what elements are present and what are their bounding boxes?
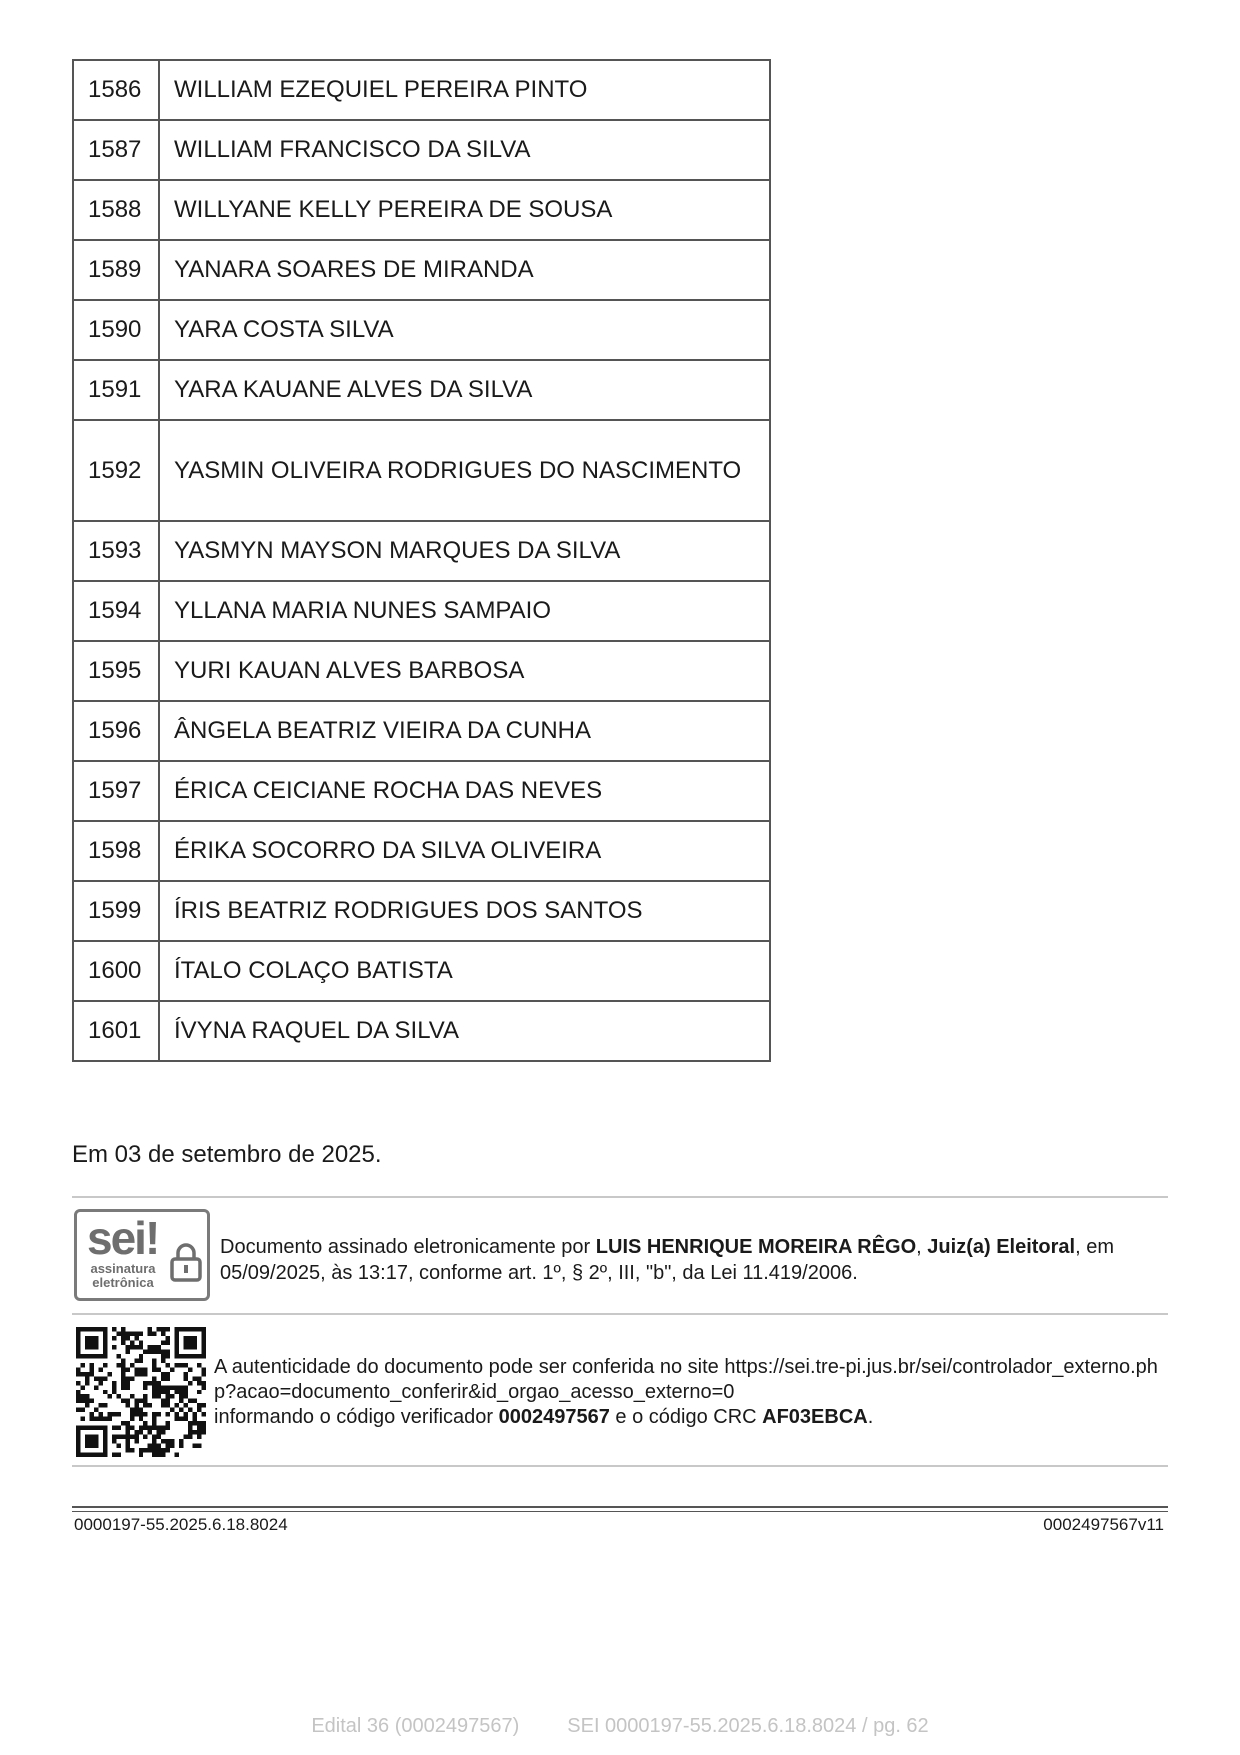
- row-name: ÍVYNA RAQUEL DA SILVA: [159, 1001, 770, 1061]
- row-number: 1596: [73, 701, 159, 761]
- row-number: 1591: [73, 360, 159, 420]
- sei-signature-logo: [74, 1209, 210, 1301]
- row-name: YANARA SOARES DE MIRANDA: [159, 240, 770, 300]
- row-number: 1597: [73, 761, 159, 821]
- authenticity-text: [214, 1355, 1168, 1430]
- row-name: ÉRICA CEICIANE ROCHA DAS NEVES: [159, 761, 770, 821]
- table-row: [73, 881, 770, 941]
- authenticity-code-line: informando o código verificador 0002497567 e o código CRC AF03EBCA.: [214, 1406, 874, 1428]
- row-number: 1590: [73, 300, 159, 360]
- footer-rule: [72, 1506, 1168, 1512]
- row-number: 1593: [73, 521, 159, 581]
- row-name: YURI KAUAN ALVES BARBOSA: [159, 641, 770, 701]
- divider-top: [72, 1196, 1168, 1198]
- authenticity-url-line: A autenticidade do documento pode ser conferida no site https://sei.tre-pi.jus.br/sei/controlador_externo.php?acao=documento_conferir&id_orgao_acesso_externo=0: [214, 1356, 1158, 1403]
- divider-bottom: [72, 1465, 1168, 1467]
- row-name: YASMIN OLIVEIRA RODRIGUES DO NASCIMENTO: [159, 420, 770, 521]
- lock-icon: [169, 1242, 203, 1282]
- date-line: Em 03 de setembro de 2025.: [72, 1141, 382, 1168]
- signature-text: Documento assinado eletronicamente por LUIS HENRIQUE MOREIRA RÊGO, Juiz(a) Eleitoral, em 05/09/2025, às 13:17, conforme art. 1º, § 2º, III, "b", da Lei 11.419/2006.: [220, 1236, 1115, 1284]
- row-number: 1601: [73, 1001, 159, 1061]
- page-stamp-right: SEI 0000197-55.2025.6.18.8024 / pg. 62: [567, 1715, 929, 1737]
- names-table: [72, 59, 771, 1062]
- authenticity-block: [72, 1327, 1168, 1463]
- signature-block: [72, 1209, 1168, 1306]
- page-stamp-left: Edital 36 (0002497567): [311, 1715, 520, 1737]
- sei-logo-word: sei!: [87, 1212, 159, 1264]
- row-number: 1587: [73, 120, 159, 180]
- row-name: YLLANA MARIA NUNES SAMPAIO: [159, 581, 770, 641]
- divider-middle: [72, 1313, 1168, 1315]
- row-name: WILLIAM EZEQUIEL PEREIRA PINTO: [159, 60, 770, 120]
- footer-process-number: 0000197-55.2025.6.18.8024: [74, 1515, 288, 1534]
- row-number: 1589: [73, 240, 159, 300]
- signer-role: Juiz(a) Eleitoral: [927, 1236, 1076, 1258]
- row-name: WILLYANE KELLY PEREIRA DE SOUSA: [159, 180, 770, 240]
- row-number: 1598: [73, 821, 159, 881]
- row-name: YARA KAUANE ALVES DA SILVA: [159, 360, 770, 420]
- page-stamp: [0, 1714, 1240, 1738]
- footer-document-version: 0002497567v11: [1043, 1515, 1164, 1534]
- table-row: [73, 420, 770, 521]
- table-row: [73, 300, 770, 360]
- table-row: [73, 941, 770, 1001]
- row-name: ÍTALO COLAÇO BATISTA: [159, 941, 770, 1001]
- table-row: [73, 120, 770, 180]
- qr-code-icon: [76, 1327, 206, 1457]
- crc-code: AF03EBCA: [762, 1406, 868, 1428]
- row-name: ÍRIS BEATRIZ RODRIGUES DOS SANTOS: [159, 881, 770, 941]
- signer-name: LUIS HENRIQUE MOREIRA RÊGO: [595, 1236, 917, 1258]
- table-row: [73, 1001, 770, 1061]
- table-row: [73, 521, 770, 581]
- table-row: [73, 60, 770, 120]
- table-row: [73, 701, 770, 761]
- row-name: WILLIAM FRANCISCO DA SILVA: [159, 120, 770, 180]
- table-row: [73, 821, 770, 881]
- sei-logo-subtitle: assinatura eletrônica: [90, 1261, 156, 1290]
- table-row: [73, 761, 770, 821]
- row-name: ÂNGELA BEATRIZ VIEIRA DA CUNHA: [159, 701, 770, 761]
- row-name: YARA COSTA SILVA: [159, 300, 770, 360]
- table-row: [73, 360, 770, 420]
- row-name: ÉRIKA SOCORRO DA SILVA OLIVEIRA: [159, 821, 770, 881]
- row-number: 1595: [73, 641, 159, 701]
- table-row: [73, 180, 770, 240]
- row-number: 1594: [73, 581, 159, 641]
- row-number: 1600: [73, 941, 159, 1001]
- row-name: YASMYN MAYSON MARQUES DA SILVA: [159, 521, 770, 581]
- row-number: 1592: [73, 420, 159, 521]
- table-row: [73, 641, 770, 701]
- row-number: 1599: [73, 881, 159, 941]
- table-row: [73, 240, 770, 300]
- verifier-code: 0002497567: [498, 1406, 610, 1428]
- row-number: 1586: [73, 60, 159, 120]
- table-row: [73, 581, 770, 641]
- row-number: 1588: [73, 180, 159, 240]
